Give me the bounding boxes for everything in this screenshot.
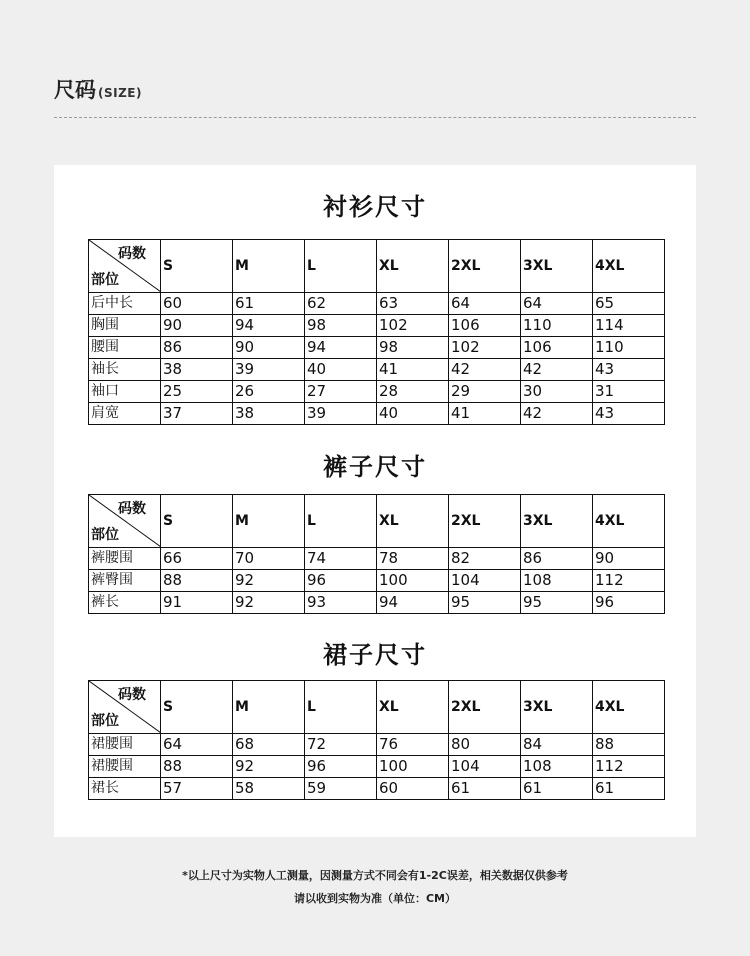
value-cell: 84: [521, 734, 593, 756]
size-header-cell: 3XL: [521, 240, 593, 293]
value-cell: 90: [233, 337, 305, 359]
corner-header-cell: [89, 495, 161, 548]
value-cell: 92: [233, 570, 305, 592]
table-row: [89, 734, 665, 756]
value-cell: 93: [305, 592, 377, 614]
value-cell: 64: [161, 734, 233, 756]
table-row: [89, 778, 665, 800]
value-cell: 92: [233, 756, 305, 778]
value-cell: 108: [521, 570, 593, 592]
value-cell: 41: [449, 403, 521, 425]
footnote-line-1: *以上尺寸为实物人工测量，因测量方式不同会有1-2C误差，相关数据仅供参考: [182, 869, 568, 882]
value-cell: 61: [233, 293, 305, 315]
value-cell: 57: [161, 778, 233, 800]
row-label-cell: 裤长: [89, 592, 161, 614]
value-cell: 64: [521, 293, 593, 315]
corner-label-size: 码数: [118, 687, 146, 703]
value-cell: 106: [449, 315, 521, 337]
value-cell: 66: [161, 548, 233, 570]
size-header-cell: 4XL: [593, 240, 665, 293]
value-cell: 61: [521, 778, 593, 800]
value-cell: 37: [161, 403, 233, 425]
value-cell: 41: [377, 359, 449, 381]
page-subtitle: (SIZE): [98, 86, 142, 100]
size-header-cell: 2XL: [449, 240, 521, 293]
row-label-cell: 袖长: [89, 359, 161, 381]
value-cell: 74: [305, 548, 377, 570]
size-header-cell: 4XL: [593, 495, 665, 548]
value-cell: 40: [305, 359, 377, 381]
row-label-cell: 肩宽: [89, 403, 161, 425]
size-header-cell: 3XL: [521, 495, 593, 548]
size-header-cell: 2XL: [449, 495, 521, 548]
table-row: [89, 293, 665, 315]
value-cell: 60: [161, 293, 233, 315]
table-row: [89, 756, 665, 778]
size-header-cell: M: [233, 495, 305, 548]
value-cell: 70: [233, 548, 305, 570]
row-label-cell: 裤腰围: [89, 548, 161, 570]
row-label-cell: 袖口: [89, 381, 161, 403]
corner-header-cell: [89, 681, 161, 734]
value-cell: 59: [305, 778, 377, 800]
row-label-cell: 裤臀围: [89, 570, 161, 592]
value-cell: 42: [449, 359, 521, 381]
value-cell: 61: [449, 778, 521, 800]
corner-label-part: 部位: [91, 527, 119, 543]
value-cell: 110: [521, 315, 593, 337]
value-cell: 94: [305, 337, 377, 359]
value-cell: 30: [521, 381, 593, 403]
value-cell: 43: [593, 403, 665, 425]
value-cell: 76: [377, 734, 449, 756]
value-cell: 38: [161, 359, 233, 381]
value-cell: 86: [521, 548, 593, 570]
footnote-line-2: 请以收到实物为准（单位：CM）: [293, 892, 457, 905]
size-header-cell: 3XL: [521, 681, 593, 734]
row-label-cell: 裙长: [89, 778, 161, 800]
size-header-cell: M: [233, 240, 305, 293]
size-header-cell: L: [305, 681, 377, 734]
value-cell: 88: [161, 570, 233, 592]
corner-header-cell: [89, 240, 161, 293]
table-row: [89, 315, 665, 337]
row-label-cell: 裙腰围: [89, 734, 161, 756]
row-label-cell: 腰围: [89, 337, 161, 359]
size-header-cell: S: [161, 681, 233, 734]
value-cell: 90: [161, 315, 233, 337]
value-cell: 63: [377, 293, 449, 315]
size-header-cell: L: [305, 240, 377, 293]
value-cell: 100: [377, 756, 449, 778]
size-header-cell: S: [161, 240, 233, 293]
skirt-size-table: [88, 680, 665, 800]
value-cell: 68: [233, 734, 305, 756]
value-cell: 102: [377, 315, 449, 337]
value-cell: 39: [233, 359, 305, 381]
value-cell: 31: [593, 381, 665, 403]
value-cell: 95: [521, 592, 593, 614]
value-cell: 94: [377, 592, 449, 614]
table-header-row: [89, 495, 665, 548]
row-label-cell: 胸围: [89, 315, 161, 337]
value-cell: 25: [161, 381, 233, 403]
value-cell: 61: [593, 778, 665, 800]
corner-label-part: 部位: [91, 713, 119, 729]
value-cell: 100: [377, 570, 449, 592]
value-cell: 88: [161, 756, 233, 778]
value-cell: 86: [161, 337, 233, 359]
size-header-cell: L: [305, 495, 377, 548]
dashed-divider: [54, 117, 696, 118]
value-cell: 62: [305, 293, 377, 315]
value-cell: 72: [305, 734, 377, 756]
value-cell: 28: [377, 381, 449, 403]
value-cell: 110: [593, 337, 665, 359]
table-row: [89, 570, 665, 592]
value-cell: 92: [233, 592, 305, 614]
row-label-cell: 后中长: [89, 293, 161, 315]
page-header: [54, 74, 142, 104]
corner-label-size: 码数: [118, 501, 146, 517]
corner-label-part: 部位: [91, 272, 119, 288]
value-cell: 112: [593, 570, 665, 592]
value-cell: 88: [593, 734, 665, 756]
size-header-cell: XL: [377, 240, 449, 293]
size-header-cell: XL: [377, 495, 449, 548]
table-row: [89, 592, 665, 614]
value-cell: 104: [449, 570, 521, 592]
value-cell: 27: [305, 381, 377, 403]
table-row: [89, 403, 665, 425]
value-cell: 112: [593, 756, 665, 778]
shirt-size-table: [88, 239, 665, 425]
value-cell: 95: [449, 592, 521, 614]
value-cell: 29: [449, 381, 521, 403]
value-cell: 94: [233, 315, 305, 337]
value-cell: 90: [593, 548, 665, 570]
value-cell: 39: [305, 403, 377, 425]
corner-label-size: 码数: [118, 246, 146, 262]
table-row: [89, 548, 665, 570]
size-header-cell: XL: [377, 681, 449, 734]
value-cell: 64: [449, 293, 521, 315]
value-cell: 80: [449, 734, 521, 756]
value-cell: 91: [161, 592, 233, 614]
value-cell: 40: [377, 403, 449, 425]
page-title: 尺码: [54, 78, 96, 102]
value-cell: 104: [449, 756, 521, 778]
value-cell: 42: [521, 359, 593, 381]
shirt-size-title: 衬衫尺寸: [323, 193, 427, 221]
value-cell: 82: [449, 548, 521, 570]
value-cell: 108: [521, 756, 593, 778]
value-cell: 65: [593, 293, 665, 315]
size-header-cell: 4XL: [593, 681, 665, 734]
skirt-size-title: 裙子尺寸: [323, 641, 427, 669]
value-cell: 114: [593, 315, 665, 337]
value-cell: 60: [377, 778, 449, 800]
value-cell: 78: [377, 548, 449, 570]
size-chart-card: [54, 165, 696, 837]
size-header-cell: M: [233, 681, 305, 734]
size-header-cell: S: [161, 495, 233, 548]
table-row: [89, 337, 665, 359]
value-cell: 106: [521, 337, 593, 359]
value-cell: 98: [305, 315, 377, 337]
value-cell: 43: [593, 359, 665, 381]
value-cell: 102: [449, 337, 521, 359]
pants-size-table: [88, 494, 665, 614]
size-header-cell: 2XL: [449, 681, 521, 734]
row-label-cell: 裙腰围: [89, 756, 161, 778]
table-header-row: [89, 681, 665, 734]
value-cell: 38: [233, 403, 305, 425]
value-cell: 96: [305, 756, 377, 778]
value-cell: 58: [233, 778, 305, 800]
pants-size-title: 裤子尺寸: [323, 453, 427, 481]
table-row: [89, 359, 665, 381]
table-row: [89, 381, 665, 403]
value-cell: 96: [305, 570, 377, 592]
value-cell: 42: [521, 403, 593, 425]
table-header-row: [89, 240, 665, 293]
value-cell: 98: [377, 337, 449, 359]
value-cell: 96: [593, 592, 665, 614]
value-cell: 26: [233, 381, 305, 403]
